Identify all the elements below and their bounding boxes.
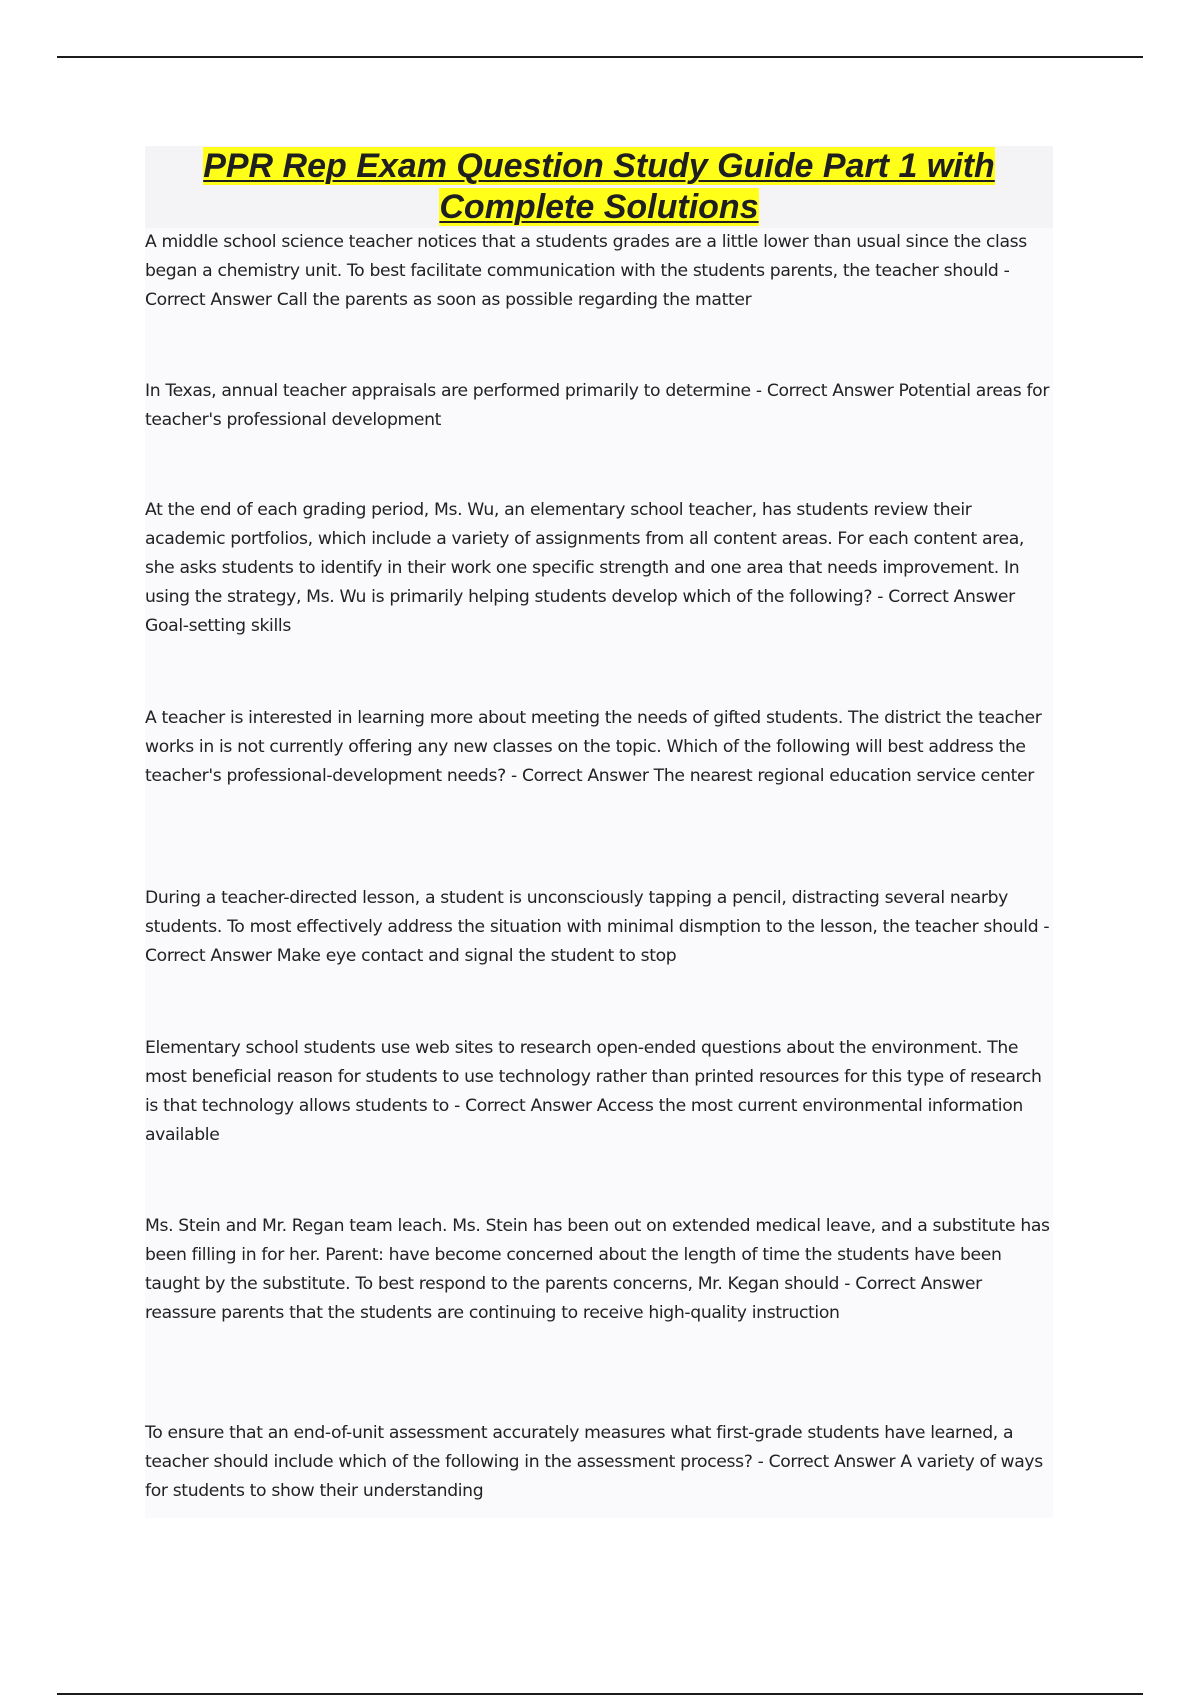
title-block (145, 146, 1053, 228)
answer-label: Correct Answer (768, 1452, 896, 1472)
question-text: To ensure that an end-of-unit assessment accurately measures what first-grade students have learned, a teacher should include which of the following in the assessment process? (145, 1423, 1014, 1472)
title-line-2: Complete Solutions (439, 188, 759, 226)
answer-text: Make eye contact and signal the student to stop (276, 946, 677, 966)
question-answer-item (145, 884, 1053, 971)
header-rule (57, 56, 1143, 58)
answer-label: Correct Answer (145, 946, 272, 966)
footer-rule (57, 1693, 1143, 1695)
answer-text: Call the parents as soon as possible regarding the matter (276, 290, 752, 310)
question-answer-item (145, 704, 1053, 791)
question-text: A teacher is interested in learning more about meeting the needs of gifted students. The district the teacher works in is not currently offering any new classes on the topic. Which of the following will best address the teacher's professional-development needs? (145, 708, 1042, 786)
answer-text: The nearest regional education service center (653, 766, 1034, 786)
question-text: Ms. Stein and Mr. Regan team leach. Ms. Stein has been out on extended medical leave, and a substitute has been filling in for her. Parent: have become concerned about the length of time the students have been taught by the substitute. To best respond to the parents concerns, Mr. Kegan should (145, 1216, 1050, 1294)
question-answer-item (145, 1419, 1053, 1506)
answer-separator: - (505, 766, 522, 786)
question-answer-item (145, 1212, 1053, 1328)
question-answer-item (145, 496, 1053, 641)
answer-label: Correct Answer (465, 1096, 592, 1116)
question-answer-item (145, 377, 1053, 435)
question-text: Elementary school students use web sites to research open-ended questions about the environment. The most beneficial reason for students to use technology rather than printed resources for this type of research is that technology allows students to (145, 1038, 1042, 1116)
answer-separator: - (839, 1274, 856, 1294)
question-text: During a teacher-directed lesson, a student is unconsciously tapping a pencil, distracting several nearby students. To most effectively address the situation with minimal dismption to the lesson, the teacher should (145, 888, 1039, 937)
answer-label: Correct Answer (766, 381, 894, 401)
question-text: A middle school science teacher notices that a students grades are a little lower than usual since the class began a chemistry unit. To best facilitate communication with the students parents, the teacher should (145, 232, 1027, 281)
answer-text: reassure parents that the students are continuing to receive high-quality instruction (145, 1303, 840, 1323)
answer-text: A variety of ways for students to show their understanding (145, 1452, 1043, 1501)
page-title (145, 146, 1053, 228)
answer-text: Potential areas for teacher's professional development (145, 381, 1050, 430)
answer-text: Goal-setting skills (145, 616, 291, 636)
answer-separator: - (998, 261, 1010, 281)
answer-separator: - (750, 381, 767, 401)
question-text: At the end of each grading period, Ms. Wu, an elementary school teacher, has students review their academic portfolios, which include a variety of assignments from all content areas. For each content area, she asks students to identify in their work one specific strength and one area that needs improvement. In using the strategy, Ms. Wu is primarily helping students develop which of the following? (145, 500, 1025, 607)
answer-label: Correct Answer (888, 587, 1015, 607)
answer-separator: - (448, 1096, 466, 1116)
answer-label: Correct Answer (521, 766, 649, 786)
answer-label: Correct Answer (855, 1274, 982, 1294)
question-text: In Texas, annual teacher appraisals are performed primarily to determine (145, 381, 751, 401)
answer-separator: - (752, 1452, 769, 1472)
question-answer-item (145, 1034, 1053, 1150)
answer-separator: - (1038, 917, 1050, 937)
answer-separator: - (872, 587, 889, 607)
question-answer-item (145, 228, 1053, 315)
answer-text: Access the most current environmental information available (145, 1096, 1023, 1145)
title-line-1: PPR Rep Exam Question Study Guide Part 1 with (203, 147, 995, 185)
answer-label: Correct Answer (145, 290, 272, 310)
